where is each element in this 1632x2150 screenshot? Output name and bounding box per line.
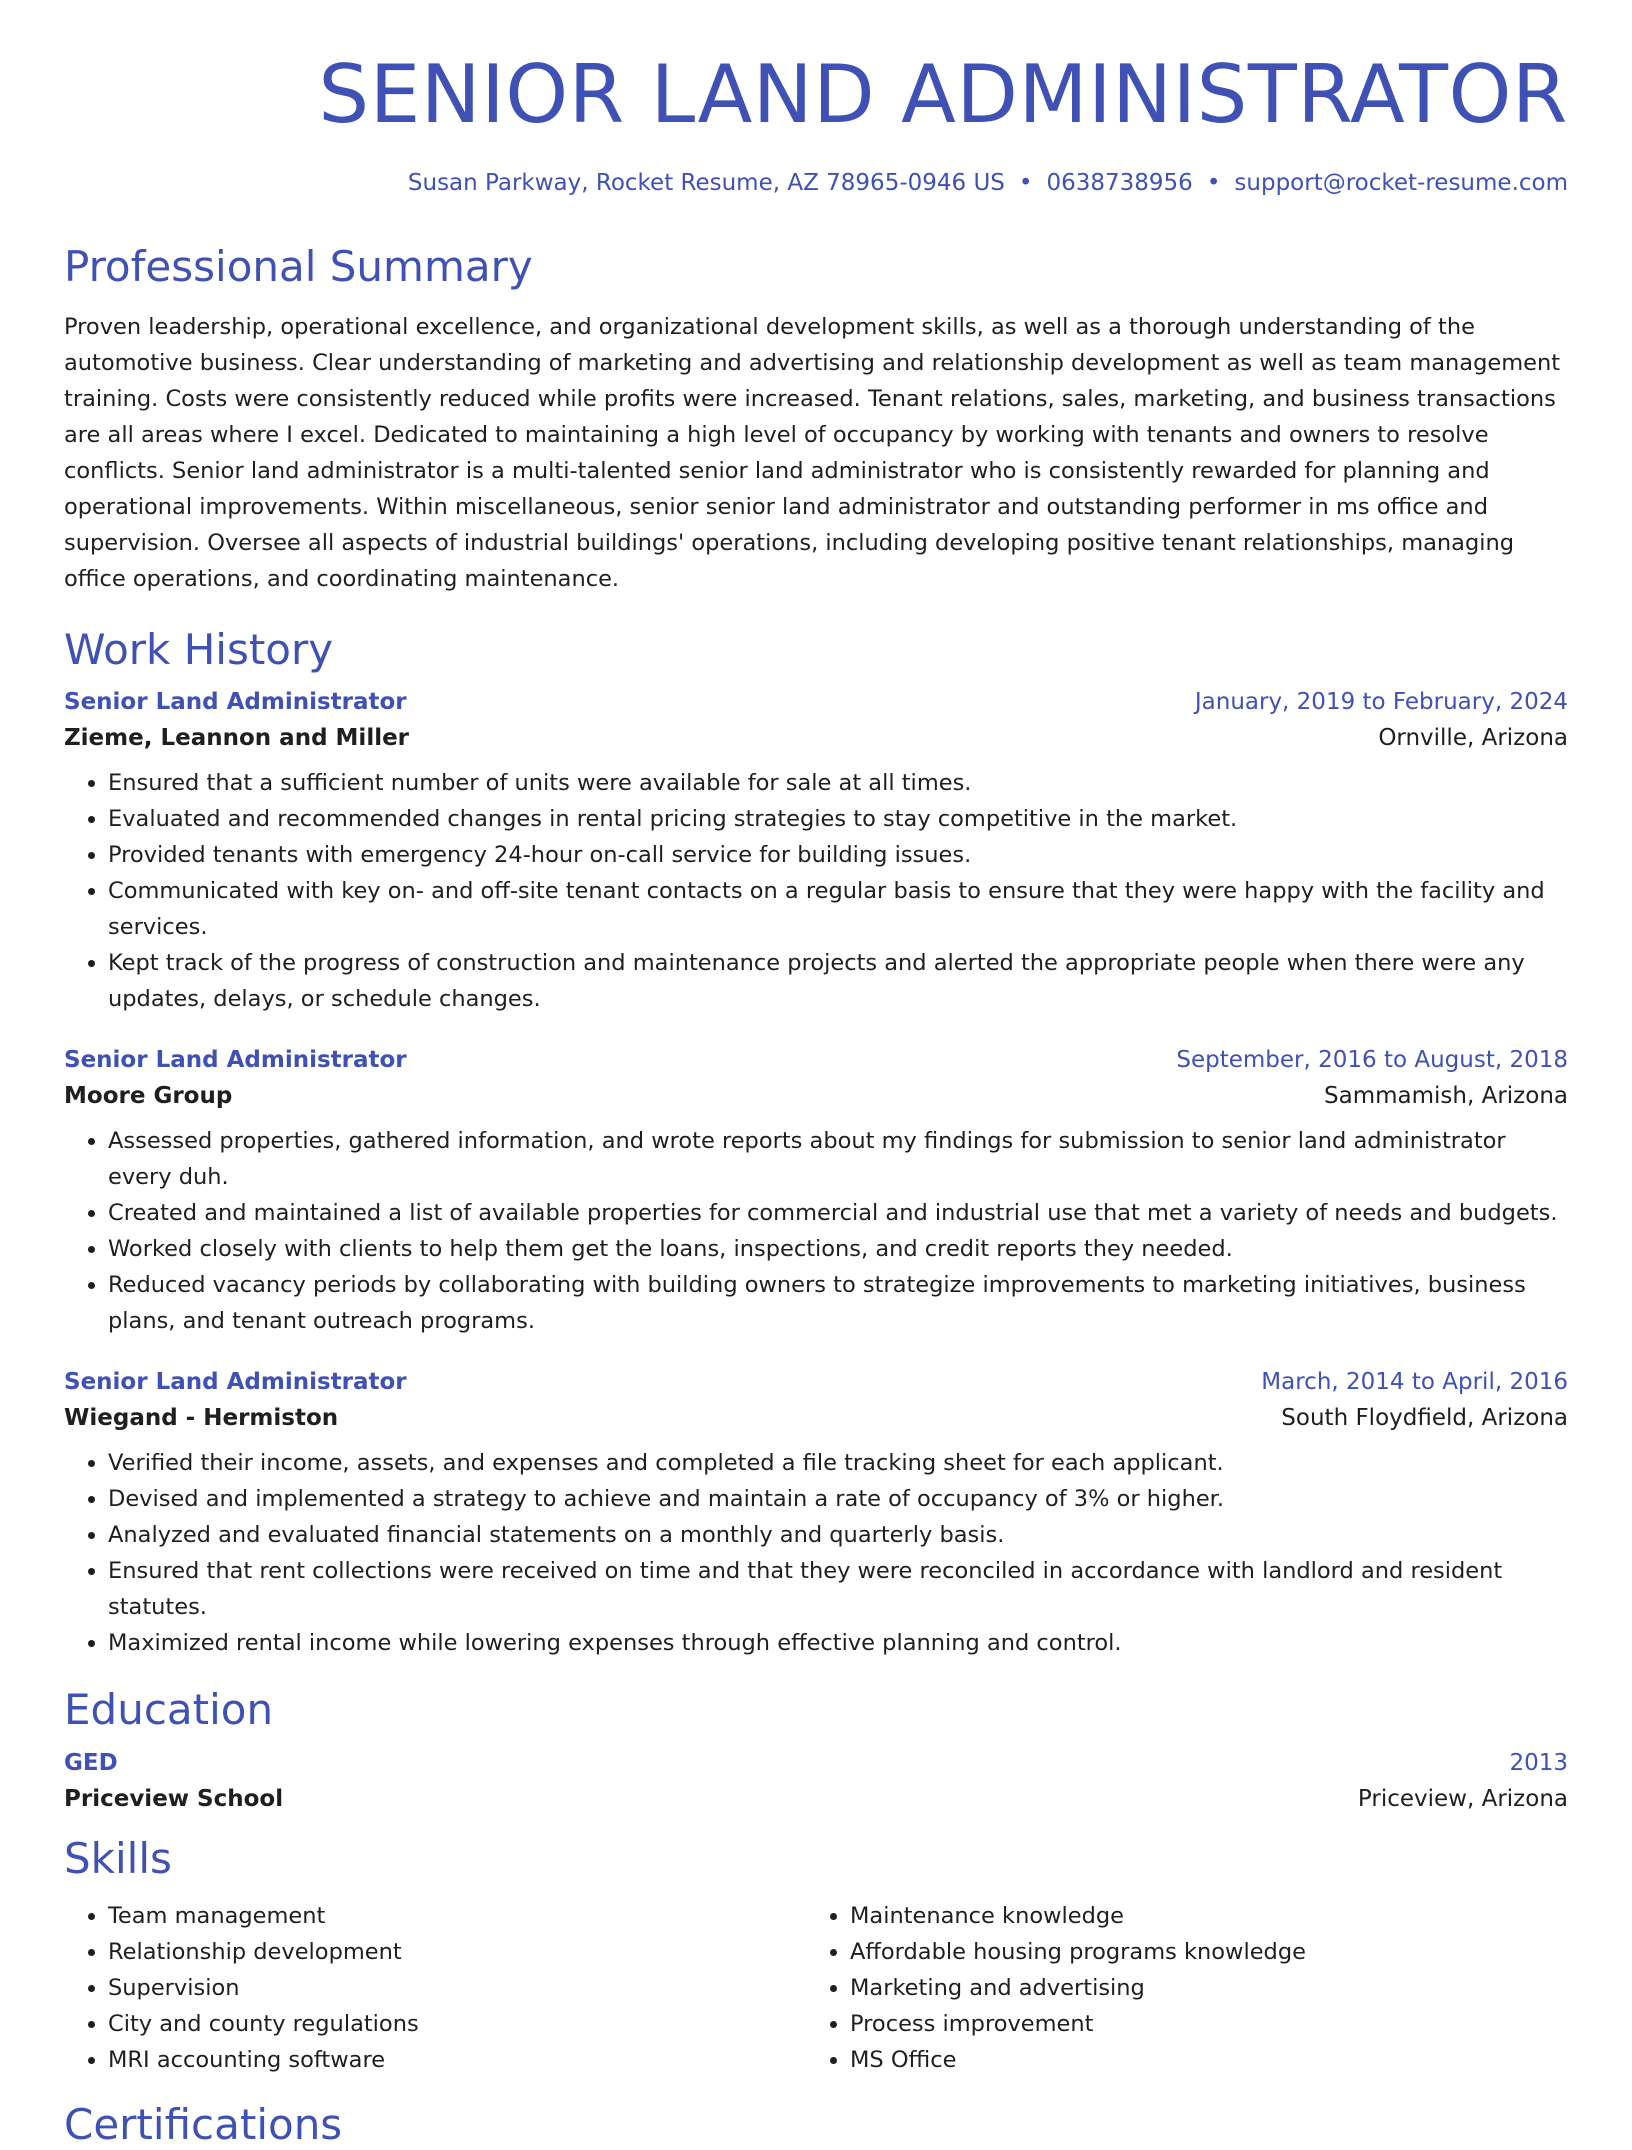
job-company: Wiegand - Hermiston <box>64 1405 339 1432</box>
education-school: Priceview School <box>64 1785 284 1812</box>
job-title: Senior Land Administrator <box>64 1047 407 1074</box>
job-dates: January, 2019 to February, 2024 <box>1194 689 1568 716</box>
section-heading-certifications-cut-off: Certifications <box>64 2099 343 2149</box>
skills-list-left <box>64 1898 806 2078</box>
contact-phone: 0638738956 <box>1046 170 1193 197</box>
job-bullet: • Provided tenants with emergency 24-hour on-call service for building issues. <box>108 837 1568 873</box>
contact-email[interactable]: support@rocket-resume.com <box>1234 170 1568 197</box>
job-bullet: • Analyzed and evaluated financial statements on a monthly and quarterly basis. <box>108 1517 1568 1553</box>
contact-separator: • <box>1018 170 1033 197</box>
resume-title: SENIOR LAND ADMINISTRATOR <box>318 48 1568 141</box>
education-header-row <box>64 1750 1568 1776</box>
job-company-row <box>64 725 1568 751</box>
job-location: Sammamish, Arizona <box>1324 1083 1568 1110</box>
skill-item: • Team management <box>108 1898 806 1934</box>
job-bullet: • Communicated with key on- and off-site tenant contacts on a regular basis to ensure that they were happy with the facility and services. <box>108 873 1568 945</box>
education-school-row <box>64 1786 1568 1812</box>
education-entry <box>64 1750 1568 1812</box>
skill-item: • Maintenance knowledge <box>850 1898 1306 1934</box>
job-entry <box>64 689 1568 1017</box>
job-bullet: • Maximized rental income while lowering expenses through effective planning and control. <box>108 1625 1568 1661</box>
skill-item: • Supervision <box>108 1970 806 2006</box>
job-bullet: • Verified their income, assets, and expenses and completed a file tracking sheet for each applicant. <box>108 1445 1568 1481</box>
contact-separator: • <box>1206 170 1221 197</box>
skills-columns <box>64 1898 1568 2078</box>
skill-item: • Affordable housing programs knowledge <box>850 1934 1306 1970</box>
job-bullet-list <box>64 765 1568 1017</box>
job-bullet: • Assessed properties, gathered information, and wrote reports about my findings for submission to senior land administrator every duh. <box>108 1123 1568 1195</box>
job-bullet-list <box>64 1445 1568 1661</box>
section-heading-work-history: Work History <box>64 624 334 674</box>
job-company: Moore Group <box>64 1083 233 1110</box>
job-company: Zieme, Leannon and Miller <box>64 725 410 752</box>
section-heading-skills: Skills <box>64 1833 172 1883</box>
job-dates: September, 2016 to August, 2018 <box>1176 1047 1568 1074</box>
job-company-row <box>64 1405 1568 1431</box>
job-entry <box>64 1047 1568 1339</box>
job-bullet: • Ensured that a sufficient number of units were available for sale at all times. <box>108 765 1568 801</box>
education-degree: GED <box>64 1749 118 1776</box>
job-bullet: • Reduced vacancy periods by collaborating with building owners to strategize improvements to marketing initiatives, business plans, and tenant outreach programs. <box>108 1267 1568 1339</box>
job-header-row <box>64 1369 1568 1395</box>
contact-line <box>64 170 1568 196</box>
summary-text: Proven leadership, operational excellence, and organizational development skills, as well as a thorough understanding of the automotive business. Clear understanding of marketing and advertising and relationship development as well as team management training. Costs were consistently reduced while profits were increased. Tenant relations, sales, marketing, and business transactions are all areas where I excel. Dedicated to maintaining a high level of occupancy by working with tenants and owners to resolve conflicts. Senior land administrator is a multi-talented senior land administrator who is consistently rewarded for planning and operational improvements. Within miscellaneous, senior senior land administrator and outstanding performer in ms office and supervision. Oversee all aspects of industrial buildings' operations, including developing positive tenant relationships, managing office operations, and coordinating maintenance. <box>64 313 1561 592</box>
section-heading-education: Education <box>64 1685 274 1735</box>
skill-item: • Process improvement <box>850 2006 1306 2042</box>
job-location: South Floydfield, Arizona <box>1281 1405 1568 1432</box>
job-title: Senior Land Administrator <box>64 1369 407 1396</box>
skill-item: • Relationship development <box>108 1934 806 1970</box>
job-bullet: • Evaluated and recommended changes in rental pricing strategies to stay competitive in the market. <box>108 801 1568 837</box>
job-title: Senior Land Administrator <box>64 689 407 716</box>
job-bullet-list <box>64 1123 1568 1339</box>
job-bullet: • Created and maintained a list of available properties for commercial and industrial use that met a variety of needs and budgets. <box>108 1195 1568 1231</box>
education-location: Priceview, Arizona <box>1357 1785 1568 1812</box>
job-header-row <box>64 1047 1568 1073</box>
skill-item: • MRI accounting software <box>108 2042 806 2078</box>
job-bullet: • Devised and implemented a strategy to achieve and maintain a rate of occupancy of 3% or higher. <box>108 1481 1568 1517</box>
contact-address: Susan Parkway, Rocket Resume, AZ 78965-0946 US <box>407 170 1005 197</box>
job-bullet: • Worked closely with clients to help them get the loans, inspections, and credit reports they needed. <box>108 1231 1568 1267</box>
skill-item: • Marketing and advertising <box>850 1970 1306 2006</box>
section-heading-summary: Professional Summary <box>64 242 533 292</box>
job-location: Ornville, Arizona <box>1378 725 1568 752</box>
skill-item: • MS Office <box>850 2042 1306 2078</box>
job-header-row <box>64 689 1568 715</box>
job-bullet: • Kept track of the progress of construction and maintenance projects and alerted the appropriate people when there were any updates, delays, or schedule changes. <box>108 945 1568 1017</box>
job-entry <box>64 1369 1568 1661</box>
skill-item: • City and county regulations <box>108 2006 806 2042</box>
job-company-row <box>64 1083 1568 1109</box>
skills-list-right <box>806 1898 1306 2078</box>
education-year: 2013 <box>1509 1749 1568 1776</box>
job-dates: March, 2014 to April, 2016 <box>1261 1369 1568 1396</box>
job-bullet: • Ensured that rent collections were received on time and that they were reconciled in accordance with landlord and resident statutes. <box>108 1553 1568 1625</box>
